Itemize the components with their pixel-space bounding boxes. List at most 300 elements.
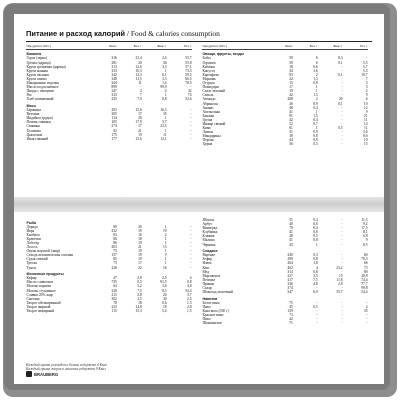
kcal-value: 44 bbox=[289, 138, 293, 143]
carb-value: - bbox=[190, 112, 192, 117]
header-fat: Жир. г bbox=[318, 44, 343, 49]
product-name: Печенье bbox=[202, 277, 216, 282]
title-en: Food & calories consumption bbox=[130, 29, 220, 38]
protein-value: 0,9 bbox=[313, 130, 318, 135]
fat-value: 0,1 bbox=[338, 72, 343, 77]
fat-value: 11 bbox=[163, 132, 167, 137]
fat-value: 1 bbox=[164, 249, 167, 254]
carb-value: 70,5 bbox=[185, 81, 192, 86]
kcal-value: 213 bbox=[111, 292, 117, 297]
protein-value: 1,5 bbox=[313, 113, 318, 118]
fat-value: 3,3 bbox=[162, 76, 167, 81]
fat-value: - bbox=[341, 134, 343, 139]
protein-value: 0,4 bbox=[313, 105, 318, 110]
carb-value: 10 bbox=[363, 138, 368, 143]
fat-value: 16,3 bbox=[160, 108, 167, 113]
fat-value: 3,6 bbox=[162, 284, 167, 289]
carb-value: 17,5 bbox=[361, 226, 368, 231]
fat-value: 18 bbox=[162, 304, 167, 309]
protein-value: - bbox=[316, 286, 318, 290]
kcal-value: 41 bbox=[289, 238, 293, 243]
kcal-value: 114 bbox=[111, 116, 117, 121]
product-name: Лимон bbox=[202, 130, 213, 135]
protein-value: 21 bbox=[138, 128, 142, 133]
protein-value: 19 bbox=[138, 253, 142, 258]
fat-value: - bbox=[341, 64, 343, 69]
product-name: Горошек bbox=[202, 60, 216, 65]
kcal-value: 274 bbox=[111, 124, 117, 129]
product-name: Творог обезжиренный bbox=[26, 300, 61, 305]
fat-value: 0,5 bbox=[338, 126, 343, 131]
carb-value: - bbox=[190, 85, 192, 90]
brand-logo bbox=[26, 371, 58, 377]
brand-mark-icon bbox=[26, 371, 32, 377]
fat-value: - bbox=[341, 313, 343, 318]
carb-value: - bbox=[190, 224, 192, 229]
protein-value: 3,2 bbox=[137, 284, 142, 289]
kcal-value: 41 bbox=[289, 230, 293, 235]
fat-value: 1,4 bbox=[162, 81, 167, 86]
carb-value: 3,6 bbox=[363, 130, 368, 135]
carb-value: 5,5 bbox=[363, 60, 368, 65]
product-name: Персик bbox=[202, 138, 214, 143]
header-protein: Бел. г bbox=[117, 44, 142, 49]
protein-value: 1,3 bbox=[313, 76, 318, 81]
protein-value: 20 bbox=[138, 224, 142, 229]
protein-value: 17 bbox=[138, 112, 142, 117]
category-label: Овощи, фрукты, ягоды bbox=[202, 52, 244, 57]
product-name: Сливки 20% жир. bbox=[26, 292, 54, 297]
carb-value: 5,3 bbox=[363, 68, 368, 73]
product-name: Телятина bbox=[26, 128, 41, 133]
carb-value: 15 bbox=[363, 142, 368, 147]
kcal-value: 86 bbox=[113, 240, 117, 245]
carb-value: 2 bbox=[365, 89, 368, 94]
kcal-value: 70 bbox=[289, 226, 293, 231]
kcal-value: 139 bbox=[287, 308, 293, 313]
kcal-value: 75 bbox=[289, 300, 293, 305]
fat-value: 3,7 bbox=[162, 120, 167, 125]
protein-value: 1 bbox=[315, 89, 318, 94]
fat-value: 2 bbox=[164, 232, 167, 237]
product-name: Шоколад молочный bbox=[202, 290, 233, 295]
protein-value: 13,6 bbox=[135, 136, 142, 141]
carb-value: 4 bbox=[189, 276, 192, 281]
product-name: Крупа овсяная bbox=[26, 72, 49, 77]
protein-value: 18 bbox=[138, 300, 142, 305]
kcal-value: 240 bbox=[287, 253, 293, 258]
carb-value: - bbox=[366, 313, 368, 318]
carb-value: - bbox=[190, 232, 192, 237]
protein-value: 21 bbox=[138, 245, 142, 250]
carb-value: - bbox=[190, 116, 192, 121]
protein-value: 17 bbox=[138, 124, 142, 129]
protein-value: 1 bbox=[315, 242, 318, 247]
product-name: Абрикосы bbox=[202, 101, 218, 106]
protein-value: - bbox=[316, 308, 318, 313]
fat-value: - bbox=[341, 286, 343, 290]
kcal-value: 83 bbox=[113, 232, 117, 237]
product-name: Сельдь атлантическая соленая bbox=[26, 253, 73, 258]
kcal-value: 374 bbox=[287, 286, 293, 290]
kcal-value: 45 bbox=[289, 304, 293, 309]
carb-value: - bbox=[366, 321, 368, 326]
protein-value: - bbox=[316, 321, 318, 326]
product-name: Масло подсолнечное bbox=[26, 85, 59, 90]
protein-value: 19 bbox=[138, 132, 142, 137]
kcal-value: 71 bbox=[289, 321, 293, 326]
protein-value: 2,8 bbox=[137, 292, 142, 297]
protein-value: 4,8 bbox=[313, 281, 318, 286]
fat-value: 15 bbox=[338, 273, 343, 278]
product-name: Белое вино bbox=[202, 300, 220, 305]
kcal-value: 31 bbox=[289, 130, 293, 135]
kcal-value: 92 bbox=[113, 128, 117, 133]
fat-value: 20 bbox=[162, 292, 167, 297]
product-name: Крупа гречневая (ядрица) bbox=[26, 64, 66, 69]
product-name: Лобстер bbox=[26, 240, 40, 245]
carb-value: 12 bbox=[363, 105, 368, 110]
fat-value: - bbox=[341, 269, 343, 274]
product-name: Крупа пшено bbox=[26, 76, 47, 81]
product-name: Мед bbox=[202, 269, 210, 274]
protein-value: 22 bbox=[138, 265, 142, 270]
fat-value: - bbox=[341, 308, 343, 313]
product-name: Салат зеленый bbox=[202, 89, 225, 94]
carb-value: 73,3 bbox=[185, 68, 192, 73]
category-label: Мясо bbox=[26, 104, 36, 109]
protein-value: 15,3 bbox=[135, 308, 142, 313]
protein-value: 0,5 bbox=[313, 234, 318, 239]
product-name: Кефир bbox=[26, 276, 37, 281]
protein-value: 0,4 bbox=[313, 226, 318, 231]
protein-value: 11,5 bbox=[135, 76, 142, 81]
header-product: Продукты (100 г) bbox=[202, 44, 268, 49]
fat-value: 1 bbox=[164, 128, 167, 133]
kcal-value: 316 bbox=[111, 56, 117, 61]
category-row bbox=[26, 270, 192, 277]
fat-value: - bbox=[341, 238, 343, 243]
kcal-value: 17 bbox=[289, 85, 293, 90]
protein-value: 7 bbox=[139, 93, 142, 98]
carb-value: - bbox=[190, 124, 192, 129]
protein-value: 0,8 bbox=[313, 238, 318, 243]
protein-value: - bbox=[316, 313, 318, 318]
fat-value: 19 bbox=[162, 228, 167, 233]
product-name: Клубника bbox=[202, 230, 218, 235]
category-row bbox=[202, 247, 368, 254]
product-name: Мороженое bbox=[202, 273, 221, 278]
carb-value: 54,4 bbox=[361, 290, 368, 295]
kcal-value: 735 bbox=[111, 280, 117, 285]
product-name: Авокадо bbox=[202, 97, 216, 102]
protein-value: 0,8 bbox=[313, 269, 318, 274]
product-name: Шампанское bbox=[202, 321, 223, 326]
kcal-value: 22 bbox=[289, 76, 293, 81]
product-name: Дорадо bbox=[26, 224, 38, 229]
fat-value: - bbox=[341, 242, 343, 247]
fat-value: - bbox=[341, 130, 343, 135]
product-name: Гречка (ядрица) bbox=[26, 60, 51, 65]
protein-value: - bbox=[316, 300, 318, 305]
protein-value: 12,6 bbox=[135, 64, 142, 69]
kcal-value: 281 bbox=[111, 60, 117, 65]
fat-value: 0,6 bbox=[162, 300, 167, 305]
protein-value: 2 bbox=[315, 72, 318, 77]
product-name: Кабачок bbox=[202, 64, 216, 69]
carb-value: - bbox=[190, 236, 192, 241]
fat-value: - bbox=[341, 300, 343, 305]
protein-value: 19 bbox=[138, 228, 142, 233]
right-bottom-table-block bbox=[202, 218, 368, 325]
carb-value: 1,3 bbox=[187, 300, 192, 305]
kcal-value: 47 bbox=[113, 276, 117, 281]
product-name: Кока-кола (330 г) bbox=[202, 308, 229, 313]
protein-value: - bbox=[316, 317, 318, 322]
carb-value: - bbox=[366, 56, 368, 61]
product-name: Пряник bbox=[202, 281, 215, 286]
product-name: Мандарины bbox=[202, 134, 221, 139]
title-ru: Питание и расход калорий bbox=[26, 29, 126, 38]
carb-value: 74 bbox=[187, 93, 192, 98]
product-name: Цыпленок bbox=[26, 132, 43, 137]
kcal-value: 115 bbox=[111, 308, 117, 313]
product-name: Пицца с овощами bbox=[26, 89, 54, 94]
carb-value: - bbox=[190, 108, 192, 113]
kcal-value: 233 bbox=[111, 304, 117, 309]
protein-value: 17 bbox=[138, 261, 142, 266]
fat-value: 1 bbox=[164, 261, 167, 266]
protein-value: 0,7 bbox=[313, 121, 318, 126]
product-name: Киви bbox=[202, 126, 211, 131]
header-kcal: Ккал. bbox=[92, 44, 117, 49]
carb-value: - bbox=[366, 300, 368, 305]
product-name: Капуста bbox=[202, 68, 215, 73]
fat-value: - bbox=[341, 234, 343, 239]
fat-value: 11,8 bbox=[336, 277, 343, 282]
kcal-value: 342 bbox=[111, 72, 117, 77]
protein-value: 19 bbox=[138, 249, 142, 254]
fat-value: 5,4 bbox=[162, 308, 167, 313]
carb-value: - bbox=[190, 132, 192, 137]
protein-value: 17,9 bbox=[135, 120, 142, 125]
fat-value: 23,5 bbox=[160, 124, 167, 129]
carb-value: 8,1 bbox=[363, 230, 368, 235]
kcal-value: 177 bbox=[111, 136, 117, 141]
product-name: Черника bbox=[202, 242, 216, 247]
category-label: Бакалея bbox=[26, 52, 42, 57]
fat-value: 20 bbox=[338, 97, 343, 102]
category-row bbox=[202, 49, 368, 56]
product-name: Инжир свежий bbox=[202, 121, 226, 126]
fat-value: - bbox=[341, 109, 343, 114]
carb-value: - bbox=[190, 136, 192, 141]
right-top-table-block bbox=[202, 44, 368, 147]
product-name: Окунь морской (лавр) bbox=[26, 249, 60, 254]
kcal-value: 226 bbox=[111, 265, 117, 270]
carb-value: 32 bbox=[187, 89, 192, 94]
calorie-table bbox=[26, 218, 192, 313]
fat-value: 2,8 bbox=[338, 281, 343, 286]
carb-value: 11 bbox=[364, 117, 368, 122]
kcal-value: 402 bbox=[287, 265, 293, 270]
carb-value: 55,8 bbox=[185, 60, 192, 65]
fat-value: - bbox=[341, 93, 343, 98]
product-name: Икра bbox=[26, 228, 35, 233]
protein-value: 1 bbox=[315, 109, 318, 114]
kcal-value: 208 bbox=[287, 97, 293, 102]
protein-value: 7,5 bbox=[137, 288, 142, 293]
kcal-value: 157 bbox=[111, 253, 117, 258]
carb-value: - bbox=[190, 120, 192, 125]
carb-value: 78,3 bbox=[361, 257, 368, 262]
calorie-table bbox=[202, 218, 368, 325]
carb-value: - bbox=[190, 240, 192, 245]
carb-value: - bbox=[190, 128, 192, 133]
product-name: Горох (зерно) bbox=[26, 56, 48, 61]
carb-value: 4,8 bbox=[187, 284, 192, 289]
carb-value: 3,7 bbox=[187, 292, 192, 297]
kcal-value: 73 bbox=[113, 261, 117, 266]
carb-value: 11,3 bbox=[361, 218, 368, 222]
carb-value: 21 bbox=[363, 113, 368, 118]
kcal-value: 175 bbox=[111, 132, 117, 137]
header-protein: Бел. г bbox=[293, 44, 318, 49]
fat-value: 3,3 bbox=[162, 64, 167, 69]
product-name: Картофель bbox=[202, 72, 219, 77]
kcal-value: 264 bbox=[287, 261, 293, 266]
fat-value: - bbox=[341, 257, 343, 262]
carb-value: 54,4 bbox=[185, 288, 192, 293]
category-row bbox=[26, 102, 192, 109]
product-name: Печень говяжья bbox=[26, 120, 51, 125]
fat-value: 1 bbox=[164, 116, 167, 121]
fat-value: 2,4 bbox=[162, 56, 167, 61]
carb-value: 19,7 bbox=[361, 72, 368, 77]
carb-value: 80 bbox=[363, 269, 368, 274]
carb-value: 2,8 bbox=[187, 304, 192, 309]
fat-value: - bbox=[341, 226, 343, 231]
kcal-value: 42 bbox=[289, 117, 293, 122]
protein-value: 1,8 bbox=[313, 261, 318, 266]
fat-value: - bbox=[341, 117, 343, 122]
kcal-value: 40 bbox=[289, 222, 293, 227]
product-name: Ветчина bbox=[26, 112, 40, 117]
carb-value: - bbox=[190, 261, 192, 266]
product-name: Бобы bbox=[202, 56, 211, 61]
product-name: Арбуз bbox=[202, 222, 212, 227]
protein-value: 0,5 bbox=[137, 280, 142, 285]
product-name: Масло сливочное bbox=[26, 280, 54, 285]
category-row bbox=[26, 218, 192, 225]
header-carb: Угл. г bbox=[167, 44, 192, 49]
carb-value: 1,5 bbox=[187, 308, 192, 313]
kcal-value: 336 bbox=[287, 281, 293, 286]
footnote-protein-carbs: Каждый грамм углеводов и белков содержит 4 Ккал bbox=[26, 363, 107, 367]
fat-value: - bbox=[341, 76, 343, 81]
carb-value: 8,6 bbox=[363, 134, 368, 139]
product-name: Крупа манная bbox=[26, 68, 48, 73]
protein-value: 15,6 bbox=[135, 108, 142, 113]
protein-value: 6 bbox=[315, 60, 318, 65]
fat-value: 8,5 bbox=[162, 288, 167, 293]
product-name: Пиво bbox=[202, 304, 211, 309]
carb-value: 11 bbox=[364, 126, 368, 131]
product-name: Камбала bbox=[26, 232, 40, 237]
kcal-value: 15 bbox=[289, 81, 293, 86]
fat-value: - bbox=[341, 218, 343, 222]
kcal-value: 302 bbox=[111, 296, 117, 301]
header-fat: Жир. г bbox=[142, 44, 167, 49]
brand-name: BRAUBERG bbox=[34, 371, 59, 377]
product-name: Лосось bbox=[26, 245, 38, 250]
carb-value: 14 bbox=[363, 121, 368, 126]
product-name: Груша bbox=[202, 117, 213, 122]
left-top-table-block bbox=[26, 44, 192, 141]
product-name: Малина bbox=[202, 238, 215, 243]
product-name: Судак свежий bbox=[26, 257, 48, 262]
carb-value: 60 bbox=[363, 253, 368, 258]
fat-value: 4 bbox=[164, 89, 167, 94]
fat-value: - bbox=[341, 138, 343, 143]
product-name: Творог жирный bbox=[26, 304, 51, 309]
protein-value: 4 bbox=[315, 265, 318, 270]
carb-value: 9 bbox=[365, 238, 368, 243]
carb-value: - bbox=[190, 257, 192, 262]
carb-value: 73 bbox=[363, 265, 368, 270]
protein-value: 1 bbox=[315, 126, 318, 131]
reference-page bbox=[14, 14, 384, 384]
carb-value: 66,5 bbox=[185, 76, 192, 81]
carb-value: - bbox=[190, 253, 192, 258]
carb-value: 59,5 bbox=[185, 72, 192, 77]
header-product: Продукты (100 г) bbox=[26, 44, 92, 49]
fat-value: 1 bbox=[164, 93, 167, 98]
fat-value: - bbox=[341, 230, 343, 235]
fat-value: - bbox=[341, 321, 343, 326]
category-row bbox=[26, 49, 192, 56]
product-name: Помидоры bbox=[202, 85, 219, 90]
product-name: Красное вино bbox=[202, 313, 224, 318]
kcal-value: 43 bbox=[289, 242, 293, 247]
kcal-value: 19 bbox=[289, 89, 293, 94]
category-label: Рыба bbox=[26, 220, 37, 225]
carb-value: 57,1 bbox=[185, 64, 192, 69]
product-name: Огурцы bbox=[202, 81, 215, 86]
fat-value: 99,9 bbox=[160, 85, 167, 90]
fat-value: 0,8 bbox=[162, 97, 167, 102]
protein-value: 19 bbox=[138, 240, 142, 245]
protein-value: 1 bbox=[315, 85, 318, 90]
product-name: Творог нежирный bbox=[26, 308, 54, 313]
kcal-value: 42 bbox=[289, 93, 293, 98]
kcal-value: 203 bbox=[111, 108, 117, 113]
fat-value: 1 bbox=[164, 224, 167, 229]
category-row bbox=[202, 294, 368, 301]
kcal-value: 39 bbox=[289, 60, 293, 65]
protein-value: 18 bbox=[138, 236, 142, 241]
product-name: Сахар bbox=[202, 286, 212, 290]
kcal-value: 28 bbox=[289, 234, 293, 239]
kcal-value: 18 bbox=[289, 64, 293, 69]
carb-value: 3 bbox=[365, 85, 368, 90]
kcal-value: 252 bbox=[111, 228, 117, 233]
product-name: Язык говяжий bbox=[26, 136, 49, 141]
protein-value: 6,9 bbox=[313, 290, 318, 295]
kcal-value: 83 bbox=[289, 72, 293, 77]
kcal-value: 90 bbox=[113, 224, 117, 229]
protein-value: 0,6 bbox=[313, 64, 318, 69]
